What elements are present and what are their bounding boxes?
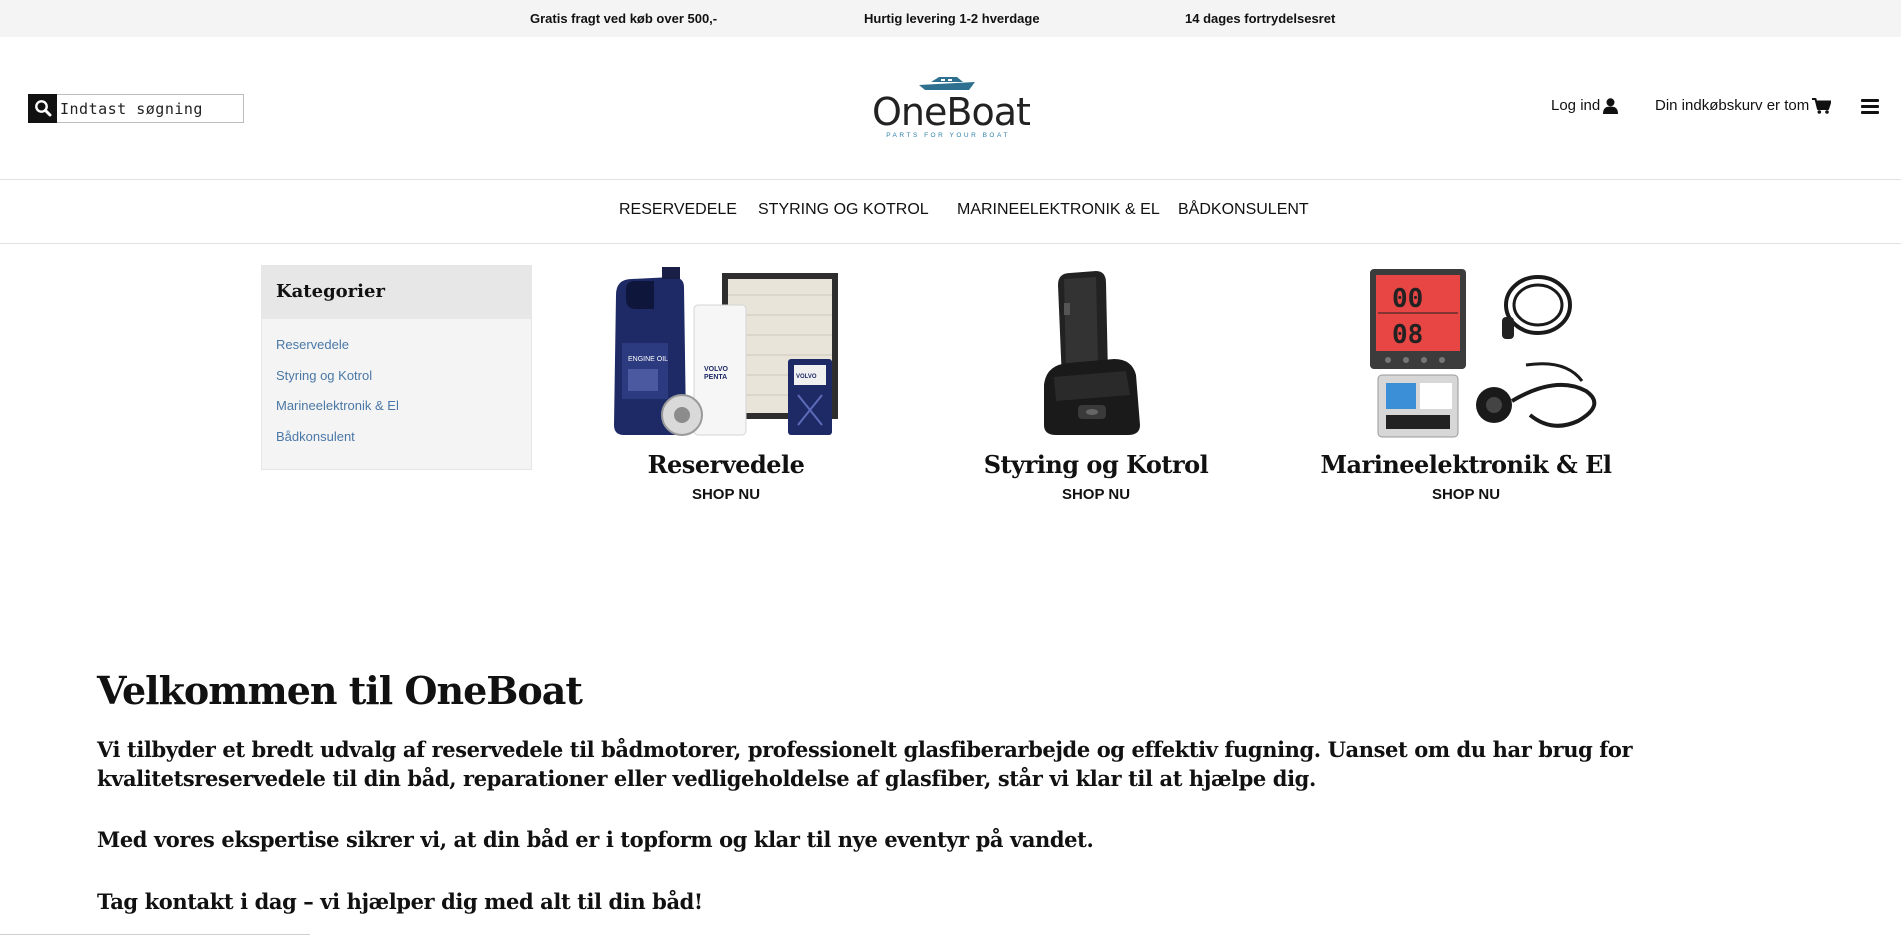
tile-title-reservedele[interactable]: Reservedele (647, 450, 805, 479)
login-label: Log ind (1551, 97, 1601, 114)
svg-text:VOLVO: VOLVO (704, 366, 728, 373)
marineelektronik-product-image[interactable] (1316, 265, 1616, 440)
hamburger-icon[interactable] (1861, 99, 1879, 115)
category-link-reservedele[interactable]: Reservedele (276, 337, 349, 352)
nav-item-styring[interactable]: STYRING OG KOTROL (758, 201, 929, 218)
cart-icon (1812, 98, 1831, 114)
promo-return-policy: 14 dages fortrydelsesret (1185, 11, 1336, 26)
promo-free-shipping: Gratis fragt ved køb over 500,- (530, 11, 718, 26)
welcome-paragraph-2: Med vores ekspertise sikrer vi, at din båd er i topform og klar til nye eventyr på vandet. (97, 827, 1094, 852)
promo-bar (0, 0, 1901, 37)
main-nav (0, 181, 1901, 244)
svg-text:VOLVO: VOLVO (796, 374, 817, 380)
divider (0, 934, 310, 935)
promo-fast-delivery: Hurtig levering 1-2 hverdage (864, 11, 1040, 26)
category-link-styring[interactable]: Styring og Kotrol (276, 367, 373, 383)
nav-item-marineelektronik[interactable]: MARINEELEKTRONIK & EL (957, 201, 1160, 218)
shop-now-button-reservedele[interactable]: SHOP NU (691, 486, 761, 503)
svg-text:08: 08 (1392, 320, 1424, 350)
tile-title-styring[interactable]: Styring og Kotrol (983, 450, 1209, 479)
category-list (262, 319, 531, 459)
category-tile-reservedele (576, 265, 876, 503)
nav-item-baadkonsulent[interactable]: BÅDKONSULENT (1178, 201, 1309, 218)
category-sidebar (261, 265, 532, 470)
category-tile-styring (946, 265, 1246, 503)
shop-now-button-styring[interactable]: SHOP NU (1061, 486, 1131, 503)
cart-link[interactable] (1655, 97, 1831, 114)
cart-label: Din indkøbskurv er tom (1655, 97, 1810, 114)
user-icon (1603, 98, 1618, 114)
nav-item-reservedele[interactable]: RESERVEDELE (619, 201, 737, 218)
boat-logo-icon (917, 76, 979, 91)
search-input[interactable] (57, 96, 237, 122)
svg-text:PENTA: PENTA (704, 374, 728, 381)
welcome-heading: Velkommen til OneBoat (97, 668, 582, 713)
svg-text:ENGINE OIL: ENGINE OIL (628, 356, 669, 363)
welcome-section (97, 668, 1797, 916)
category-link-marineelektronik[interactable]: Marineelektronik & El (276, 398, 399, 413)
search-icon (34, 99, 52, 117)
logo-tagline: PARTS FOR YOUR BOAT (886, 132, 1010, 139)
category-link-baadkonsulent[interactable]: Bådkonsulent (276, 428, 355, 444)
category-tile-marineelektronik (1316, 265, 1616, 503)
search-box (28, 94, 244, 123)
reservedele-product-image[interactable] (576, 265, 876, 440)
site-header (0, 37, 1901, 180)
category-sidebar-title: Kategorier (262, 266, 531, 319)
svg-text:00: 00 (1392, 284, 1424, 314)
search-button[interactable] (28, 94, 57, 123)
logo-wordmark: OneBoat (872, 90, 1030, 134)
site-logo[interactable] (872, 76, 1030, 140)
login-link[interactable] (1551, 97, 1618, 114)
styring-product-image[interactable] (946, 265, 1246, 440)
welcome-paragraph-3: Tag kontakt i dag – vi hjælper dig med alt til din båd! (97, 889, 703, 914)
shop-now-button-marineelektronik[interactable]: SHOP NU (1431, 486, 1501, 503)
welcome-paragraph-1: Vi tilbyder et bredt udvalg af reservedele til bådmotorer, professionelt glasfiberarbejde og effektiv fugning. Uanset om du har brug for kvalitetsreservedele til din båd, reparationer eller vedligeholdelse af glasfiber, står vi klar til at hjælpe dig. (97, 737, 1633, 791)
tile-title-marineelektronik[interactable]: Marineelektronik & El (1320, 450, 1612, 479)
